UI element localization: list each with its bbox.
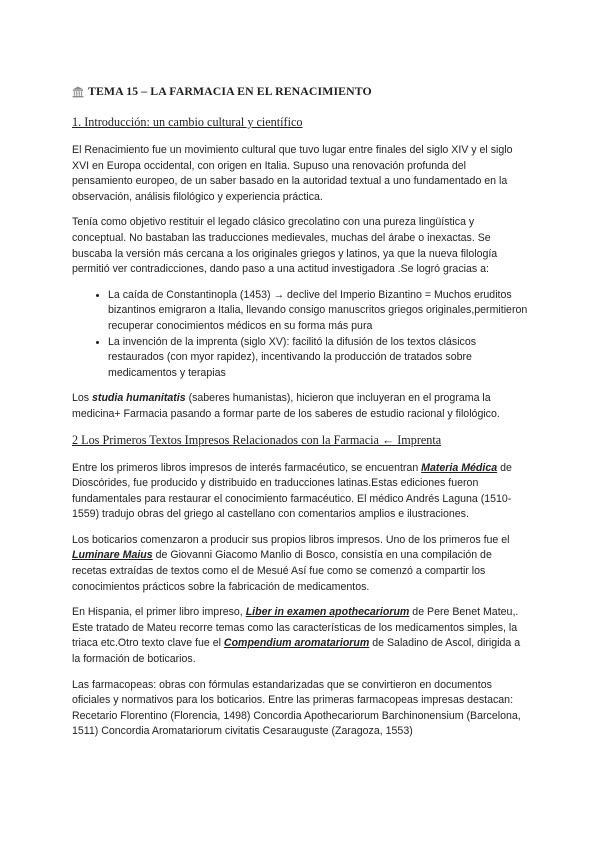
text-run: fue producido y distribuido en traducciones latinas.Estas ediciones fueron fundamentales para (72, 477, 479, 505)
emphasis-text: obras (137, 508, 164, 521)
bullet-item-constantinopla (108, 288, 528, 335)
text-run: (1510-1559) tradujo (72, 492, 512, 521)
emphasis-text: de Dioscórides, (72, 461, 512, 490)
text-run: para los boticarios. Entre las primeras farmacopeas impresas destacan: Recetario Florentino (Florencia, 1498) Concordia Apothecariorum Barchinonensium (Barcelona, 1511) Concordia Aromatariorum civitatis Cesarauguste (Zaragoza, 1553) (72, 694, 521, 738)
emphasis-text: originales (252, 247, 298, 260)
emphasis-text: Saladino de Ascol, (386, 637, 475, 650)
emphasis-text: más (163, 247, 184, 260)
text-run: (saberes humanistas), hicieron que incluyeran en el programa la (185, 392, 491, 405)
section-1-heading: 1. Introducción: un cambio cultural y científico (72, 115, 303, 129)
emphasis-text: Materia Médica (421, 461, 498, 474)
text-run: y el (468, 144, 491, 156)
text-run: griegos y latinos, ya que la nueva filología permitió ver contradicciones, dando paso a una (72, 247, 498, 276)
emphasis-text: actitud investigadora (297, 263, 395, 276)
emphasis-text: Renacimiento (84, 144, 150, 156)
section-1-paragraph-2 (72, 215, 528, 277)
section-1-paragraph-3 (72, 391, 528, 422)
bullet-item-imprenta (108, 335, 528, 382)
text-run: y conceptual. No bastaban las traducciones medievales, muchas del árabe o inexactas. Se buscaba la versión (72, 216, 491, 260)
text-run: con una (339, 216, 384, 229)
text-run: → declive del Imperio Bizantino = Muchos eruditos bizantinos emigraron a Italia, llevando consigo manuscritos griegos originales,permitieron recuperar conocimientos médicos en su forma más pura (108, 288, 528, 332)
emphasis-text: studia humanitatis (92, 392, 186, 405)
emphasis-text: Andrés Laguna (405, 492, 478, 505)
section-1-paragraph-1 (72, 143, 528, 205)
document-page (72, 84, 528, 750)
text-run: que se convirtieron en documentos (324, 678, 492, 691)
emphasis-text: renovación profunda (352, 159, 449, 172)
title-text: TEMA 15 – LA FARMACIA EN EL RENACIMIENTO (88, 84, 372, 98)
text-run: : facilitó la difusión de los textos clásicos restaurados (con myor rapidez), incentivando la producción de tratados sobre medicamentos y terapias (108, 335, 477, 379)
emphasis-text: La invención de la imprenta (siglo XV) (108, 335, 287, 348)
text-run: de (369, 637, 387, 650)
text-run: Los (72, 533, 93, 546)
text-run: de (409, 606, 428, 619)
emphasis-text: oficiales y normativos (72, 694, 174, 707)
emphasis-text: Luminare Maius (72, 549, 153, 562)
emphasis-text: pureza lingüística (383, 216, 466, 229)
emphasis-text: boticarios (92, 533, 138, 546)
section-2-paragraph-2 (72, 533, 528, 595)
section-1-bullet-list (72, 288, 528, 382)
text-run: Entre los primeros libros impresos de interés farmacéutico, se encuentran (72, 461, 422, 474)
text-run: pasando a formar parte de los saberes de estudio racional y filológico. (167, 407, 500, 420)
emphasis-text: restaurar el conocimiento farmacéutico. (168, 492, 355, 505)
text-run: de Giovanni Giacomo Manlio di Bosco, consistía en una compilación de recetas extraídas de textos como el de Mesué Así fue como se comenzó a compartir los conocimientos prácticos sobre la fabricación de medicamentos. (72, 549, 492, 593)
emphasis-text: farmacopeas (92, 678, 154, 691)
section-2-paragraph-4 (72, 678, 528, 740)
emphasis-text: Liber in examen apothecariorum (245, 606, 410, 619)
emphasis-text: siglo XVI (72, 144, 513, 172)
text-run: dirigida a la formación de boticarios. (72, 637, 521, 666)
emphasis-text: Pere Benet Mateu (427, 606, 513, 619)
page-title (72, 84, 528, 99)
classical-building-icon (72, 86, 84, 98)
text-run: comenzaron a producir sus propios libros impresos. Uno de los primeros fue el (137, 533, 510, 546)
text-run: Los (72, 392, 93, 405)
text-run: fue un movimiento cultural que tuvo lugar entre (149, 144, 376, 156)
emphasis-text: La caída de Constantinopla (1453) (108, 288, 271, 301)
text-run: en Europa occidental, con origen en Italia. Supuso una (89, 159, 353, 172)
section-2-heading: 2 Los Primeros Textos Impresos Relacionados con la Farmacia ← Imprenta (72, 432, 442, 447)
text-run: ,. Este tratado de (72, 606, 519, 634)
text-run: del griego al castellano con comentarios amplios e ilustraciones. (163, 508, 469, 521)
text-run: cercana a los (183, 247, 253, 260)
text-run: En Hispania, el primer libro impreso, (72, 606, 246, 619)
text-run: El (72, 144, 85, 156)
text-run: recorre temas como las características de los medicamentos simples, la triaca etc.Otro texto clave fue el (72, 621, 518, 650)
emphasis-text: finales del siglo XIV (375, 144, 469, 156)
text-run: El médico (354, 492, 406, 505)
emphasis-text: Mateu (146, 621, 177, 634)
section-2-paragraph-3 (72, 605, 528, 667)
emphasis-text: medicina+ Farmacia (72, 407, 168, 420)
text-run: Tenía como objetivo restituir el (72, 216, 219, 229)
emphasis-text: legado clásico grecolatino (218, 216, 340, 229)
text-run: : obras con (153, 678, 209, 691)
emphasis-text: Compendium aromatariorum (223, 637, 370, 650)
text-run: .Se logró gracias a: (394, 263, 489, 276)
text-run: Las (72, 678, 93, 691)
emphasis-text: fórmulas estandarizadas (208, 678, 325, 691)
text-run: del pensamiento europeo, de un saber basado en la autoridad textual a uno fundamentado en la observación, análisis filológico y experiencia práctica. (72, 159, 508, 203)
section-2-paragraph-1 (72, 461, 528, 523)
